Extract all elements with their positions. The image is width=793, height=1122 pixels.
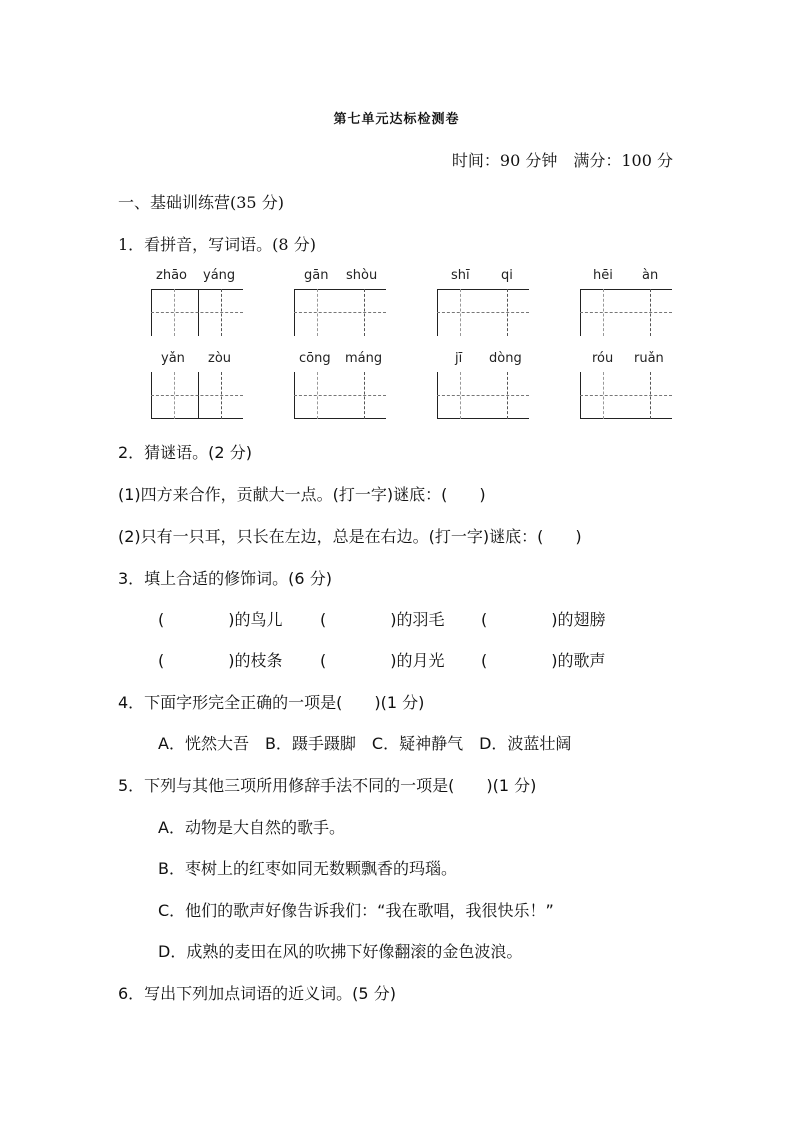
pinyin: róu: [592, 351, 614, 366]
pinyin-grid[interactable]: [580, 268, 672, 336]
pinyin: yǎn: [161, 351, 185, 366]
riddle-1[interactable]: (1)四方来合作，贡献大一点。(打一字)谜底：( ): [118, 485, 486, 504]
pinyin: qi: [501, 268, 513, 283]
pinyin-grid[interactable]: [294, 268, 386, 336]
modifier-blank[interactable]: ( )的月光: [320, 651, 445, 670]
pinyin: gān: [304, 268, 329, 283]
modifier-blank[interactable]: ( )的翅膀: [481, 610, 606, 629]
pinyin: hēi: [593, 268, 613, 283]
modifier-blank[interactable]: ( )的枝条: [158, 651, 283, 670]
pinyin: dòng: [489, 351, 522, 366]
section-heading: 一、基础训练营(35 分): [118, 193, 284, 212]
pinyin-grid[interactable]: [437, 351, 529, 419]
pinyin: yáng: [203, 268, 236, 283]
pinyin: shòu: [346, 268, 378, 283]
pinyin: àn: [642, 268, 659, 283]
pinyin: ruǎn: [634, 351, 664, 366]
riddle-2[interactable]: (2)只有一只耳，只长在左边，总是在右边。(打一字)谜底：( ): [118, 527, 582, 546]
pinyin-grid[interactable]: [151, 351, 243, 419]
time-score-info: 时间：90 分钟 满分：100 分: [451, 151, 673, 170]
question-3-label: 3．填上合适的修饰词。(6 分): [118, 569, 332, 588]
question-4-label: 4．下面字形完全正确的一项是( )(1 分): [118, 693, 425, 712]
pinyin: shī: [451, 268, 470, 283]
modifier-blank[interactable]: ( )的鸟儿: [158, 610, 283, 629]
option-d[interactable]: D．成熟的麦田在风的吹拂下好像翻滚的金色波浪。: [158, 942, 523, 961]
question-2-label: 2．猜谜语。(2 分): [118, 443, 252, 462]
pinyin-grid[interactable]: [294, 351, 386, 419]
pinyin-grid[interactable]: [437, 268, 529, 336]
page-title: 第七单元达标检测卷: [333, 112, 460, 127]
option-a[interactable]: A．动物是大自然的歌手。: [158, 818, 345, 837]
question-5-label: 5．下列与其他三项所用修辞手法不同的一项是( )(1 分): [118, 776, 537, 795]
question-4-options[interactable]: A．恍然大吾 B．蹑手蹑脚 C．疑神静气 D．波蓝壮阔: [158, 734, 572, 753]
pinyin: zòu: [208, 351, 232, 366]
option-b[interactable]: B．枣树上的红枣如同无数颗飘香的玛瑙。: [158, 859, 457, 878]
question-6-label: 6．写出下列加点词语的近义词。(5 分): [118, 984, 396, 1003]
modifier-blank[interactable]: ( )的歌声: [481, 651, 606, 670]
pinyin: máng: [345, 351, 383, 366]
pinyin: jī: [455, 351, 463, 366]
pinyin: zhāo: [156, 268, 187, 283]
question-1-label: 1．看拼音，写词语。(8 分): [118, 235, 316, 254]
pinyin-grid[interactable]: [580, 351, 672, 419]
option-c[interactable]: C．他们的歌声好像告诉我们：“我在歌唱，我很快乐！”: [158, 901, 554, 920]
modifier-blank[interactable]: ( )的羽毛: [320, 610, 445, 629]
pinyin: cōng: [299, 351, 331, 366]
pinyin-grid[interactable]: [151, 268, 243, 336]
